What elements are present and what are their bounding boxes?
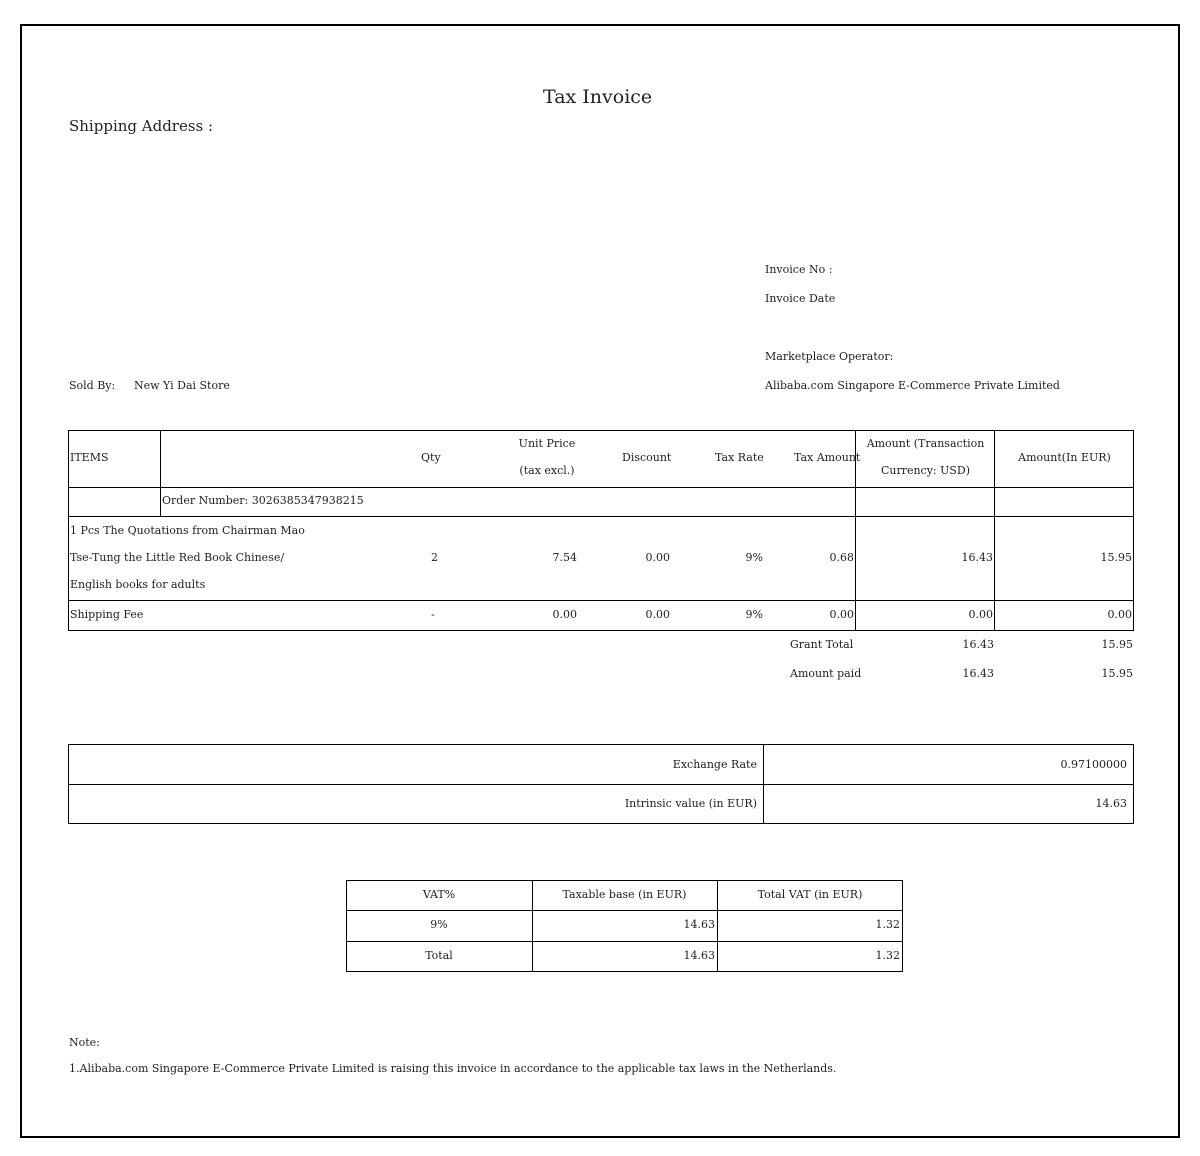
product-amount-transaction: 16.43	[961, 551, 993, 564]
shipping-amount-transaction: 0.00	[968, 608, 993, 621]
grant-total-label: Grant Total	[790, 638, 854, 651]
exchange-rate-label: Exchange Rate	[672, 758, 757, 771]
header-amount-transaction: Amount (Transaction	[866, 437, 985, 450]
intrinsic-value: 14.63	[1095, 797, 1127, 810]
vat-cell-total-vat: 1.32	[875, 918, 900, 931]
amount-paid-transaction: 16.43	[962, 667, 994, 680]
invoice-date-label: Invoice Date	[765, 292, 836, 305]
header-tax-rate: Tax Rate	[715, 451, 764, 464]
header-tax-amount: Tax Amount	[794, 451, 861, 464]
row-divider	[346, 941, 903, 942]
row-divider	[68, 487, 1134, 488]
product-discount: 0.00	[645, 551, 670, 564]
product-tax-amount: 0.68	[829, 551, 854, 564]
product-description-line: Tse-Tung the Little Red Book Chinese/	[70, 551, 285, 564]
grant-total-eur: 15.95	[1101, 638, 1133, 651]
shipping-tax-rate: 9%	[745, 608, 763, 621]
product-amount-eur: 15.95	[1100, 551, 1132, 564]
shipping-discount: 0.00	[645, 608, 670, 621]
vat-cell-taxable-base: 14.63	[683, 918, 715, 931]
vat-cell-total-vat: 1.32	[875, 949, 900, 962]
header-discount: Discount	[622, 451, 672, 464]
header-unit-price-sub: (tax excl.)	[519, 464, 575, 477]
header-amount-transaction-sub: Currency: USD)	[880, 464, 971, 477]
sold-by-value: New Yi Dai Store	[134, 379, 230, 392]
marketplace-operator-label: Marketplace Operator:	[765, 350, 894, 363]
product-tax-rate: 9%	[745, 551, 763, 564]
order-number: Order Number: 3026385347938215	[162, 494, 364, 507]
row-divider	[68, 516, 1134, 517]
vat-cell-rate: Total	[425, 949, 453, 962]
header-unit-price: Unit Price	[518, 437, 576, 450]
vat-header-rate: VAT%	[422, 888, 456, 901]
intrinsic-value-label: Intrinsic value (in EUR)	[624, 797, 757, 810]
row-divider	[68, 784, 1134, 785]
shipping-amount-eur: 0.00	[1107, 608, 1132, 621]
product-qty: 2	[431, 551, 438, 564]
note-label: Note:	[69, 1036, 100, 1049]
product-description-line: English books for adults	[70, 578, 206, 591]
amount-paid-label: Amount paid	[790, 667, 862, 680]
amount-paid-eur: 15.95	[1101, 667, 1133, 680]
row-divider	[68, 600, 1134, 601]
col-divider	[994, 430, 995, 631]
marketplace-operator-name: Alibaba.com Singapore E-Commerce Private Limited	[765, 379, 1060, 392]
header-amount-eur: Amount(In EUR)	[1018, 451, 1111, 464]
shipping-unit-price: 0.00	[552, 608, 577, 621]
invoice-no-label: Invoice No :	[765, 263, 833, 276]
exchange-rate-value: 0.97100000	[1060, 758, 1127, 771]
note-text: 1.Alibaba.com Singapore E-Commerce Private Limited is raising this invoice in accordance to the applicable tax laws in the Netherlands.	[69, 1062, 837, 1075]
invoice-title: Tax Invoice	[543, 86, 653, 108]
vat-cell-taxable-base: 14.63	[683, 949, 715, 962]
shipping-address-label: Shipping Address :	[69, 117, 214, 135]
row-divider	[346, 910, 903, 911]
product-description-line: 1 Pcs The Quotations from Chairman Mao	[70, 524, 305, 537]
sold-by-label: Sold By:	[69, 379, 116, 392]
grant-total-transaction: 16.43	[962, 638, 994, 651]
col-divider	[160, 430, 161, 517]
col-divider	[763, 744, 764, 824]
header-qty: Qty	[421, 451, 441, 464]
vat-cell-rate: 9%	[430, 918, 448, 931]
product-unit-price: 7.54	[552, 551, 577, 564]
vat-header-taxable-base: Taxable base (in EUR)	[562, 888, 687, 901]
shipping-tax-amount: 0.00	[829, 608, 854, 621]
vat-header-total-vat: Total VAT (in EUR)	[757, 888, 863, 901]
shipping-qty: -	[431, 608, 435, 621]
shipping-fee-label: Shipping Fee	[70, 608, 144, 621]
header-items: ITEMS	[70, 451, 109, 464]
